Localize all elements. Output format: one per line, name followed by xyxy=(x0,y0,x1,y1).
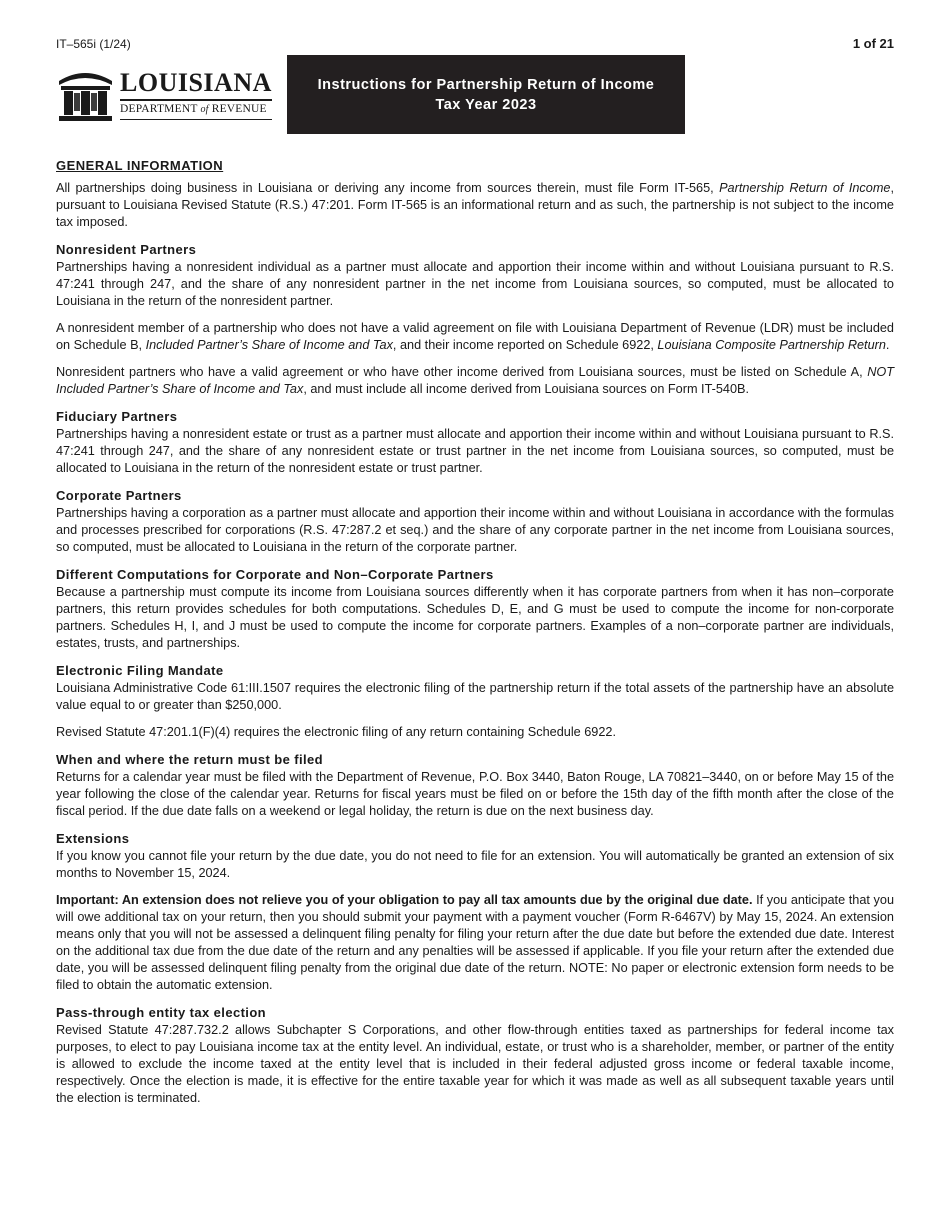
logo-text xyxy=(120,67,272,120)
logo-department: DEPARTMENT of REVENUE xyxy=(120,102,267,115)
paragraph-electronic-filing-1: Louisiana Administrative Code 61:III.1507 requires the electronic filing of the partnership return if the total assets of the partnership have an absolute value equal to or greater than $250,000. xyxy=(56,681,894,712)
title-line-2: Tax Year 2023 xyxy=(435,96,537,113)
form-id: IT–565i (1/24) xyxy=(56,37,131,51)
heading-different-computations: Different Computations for Corporate and Non–Corporate Partners xyxy=(56,567,494,582)
document-title xyxy=(287,55,685,134)
paragraph-extensions-1: If you know you cannot file your return by the due date, you do not need to file for an extension. You will automatically be granted an extension of six months to November 15, 2024. xyxy=(56,849,894,880)
ldr-logo xyxy=(56,55,287,134)
heading-fiduciary-partners: Fiduciary Partners xyxy=(56,409,178,424)
paragraph-when-where: Returns for a calendar year must be filed with the Department of Revenue, P.O. Box 3440, Baton Rouge, LA 70821–3440, on or before May 15 of the year following the close of the calendar year. Returns for fiscal years must be filed on or before the 15th day of the fifth month after the close of the fiscal period. If the due date falls on a weekend or legal holiday, the return is due on the next business day. xyxy=(56,770,894,818)
logo-rule-bottom xyxy=(120,119,272,120)
heading-pass-through: Pass-through entity tax election xyxy=(56,1005,267,1020)
heading-when-where: When and where the return must be filed xyxy=(56,752,323,767)
title-line-1: Instructions for Partnership Return of Income xyxy=(317,76,655,93)
paragraph-pass-through: Revised Statute 47:287.732.2 allows Subchapter S Corporations, and other flow-through entities taxed as partnerships for federal income tax purposes, to elect to pay Louisiana income tax at the entity level. An individual, estate, or trust who is a shareholder, member, or partner of the entity is allowed to exclude the income taxed at the entity level that is included in their federal adjusted gross income or federal taxable income, respectively. Once the election is made, it is effective for the entire taxable year for which it was made as well as all subsequent taxable years until the election is terminated. xyxy=(56,1023,894,1105)
paragraph-fiduciary: Partnerships having a nonresident estate or trust as a partner must allocate and apportion their income within and without Louisiana pursuant to R.S. 47:241 through 247, and the share of any nonresident estate or trust partner in the net income from Louisiana sources, so computed, must be allocated to Louisiana in the return of the nonresident estate or trust partner. xyxy=(56,427,894,475)
document-body xyxy=(56,157,894,1117)
heading-electronic-filing: Electronic Filing Mandate xyxy=(56,663,224,678)
paragraph-different-computations: Because a partnership must compute its income from Louisiana sources differently when it has corporate partners from when it has non–corporate partners, this return provides schedules for both computations. Schedules D, E, and G must be used to compute the income for non-corporate partners. Schedules H, I, and J must be used to compute the income for corporate partners. Examples of a non–corporate partner are individuals, estates, trusts, and partnerships. xyxy=(56,585,894,650)
paragraph-general: All partnerships doing business in Louisiana or deriving any income from sources therein, must file Form IT-565, Partnership Return of Income, pursuant to Louisiana Revised Statute (R.S.) 47:201. Form IT-565 is an informational return and as such, the partnership is not subject to the income tax imposed. xyxy=(56,181,894,229)
capitol-columns-icon xyxy=(57,67,114,123)
logo-rule xyxy=(120,99,272,101)
heading-nonresident-partners: Nonresident Partners xyxy=(56,242,197,257)
paragraph-nonresident-1: Partnerships having a nonresident individual as a partner must allocate and apportion their income within and without Louisiana pursuant to R.S. 47:241 through 247, and the share of any nonresident partner in the net income from Louisiana sources, so computed, must be allocated to Louisiana in the return of the nonresident partner. xyxy=(56,260,894,308)
heading-extensions: Extensions xyxy=(56,831,130,846)
paragraph-electronic-filing-2: Revised Statute 47:201.1(F)(4) requires the electronic filing of any return containing Schedule 6922. xyxy=(56,725,616,739)
paragraph-nonresident-2: A nonresident member of a partnership who does not have a valid agreement on file with Louisiana Department of Revenue (LDR) must be included on Schedule B, Included Partner’s Share of Income and Tax, and their income reported on Schedule 6922, Louisiana Composite Partnership Return. xyxy=(56,321,894,352)
heading-corporate-partners: Corporate Partners xyxy=(56,488,182,503)
paragraph-nonresident-3: Nonresident partners who have a valid agreement or who have other income derived from Louisiana sources, must be listed on Schedule A, NOT Included Partner’s Share of Income and Tax, and must include all income derived from Louisiana sources on Form IT-540B. xyxy=(56,365,894,396)
document-header xyxy=(56,55,685,134)
paragraph-corporate: Partnerships having a corporation as a partner must allocate and apportion their income within and without Louisiana in accordance with the formulas and processes prescribed for corporations (R.S. 47:287.2 et seq.) and the share of any corporate partner in the net income from Louisiana sources, so computed, must be allocated to Louisiana in the return of the corporate partner. xyxy=(56,506,894,554)
paragraph-extensions-2: Important: An extension does not relieve you of your obligation to pay all tax amounts due by the original due date. If you anticipate that you will owe additional tax on your return, then you should submit your payment with a payment voucher (Form R-6467V) by May 15, 2024. An extension means only that you will not be assessed a delinquent filing penalty for filing your return after the due date but before the extended due date. Interest on the additional tax due from the due date of the return and any penalties will be assessed if applicable. If you file your return after the extended due date, you will be assessed delinquent filing penalty from the original due date of the return. NOTE: No paper or electronic extension form needs to be filed to obtain the automatic extension. xyxy=(56,893,894,992)
page-number: 1 of 21 xyxy=(852,36,894,51)
section-title-general: GENERAL INFORMATION xyxy=(56,158,224,173)
logo-wordmark: LOUISIANA xyxy=(120,67,272,97)
